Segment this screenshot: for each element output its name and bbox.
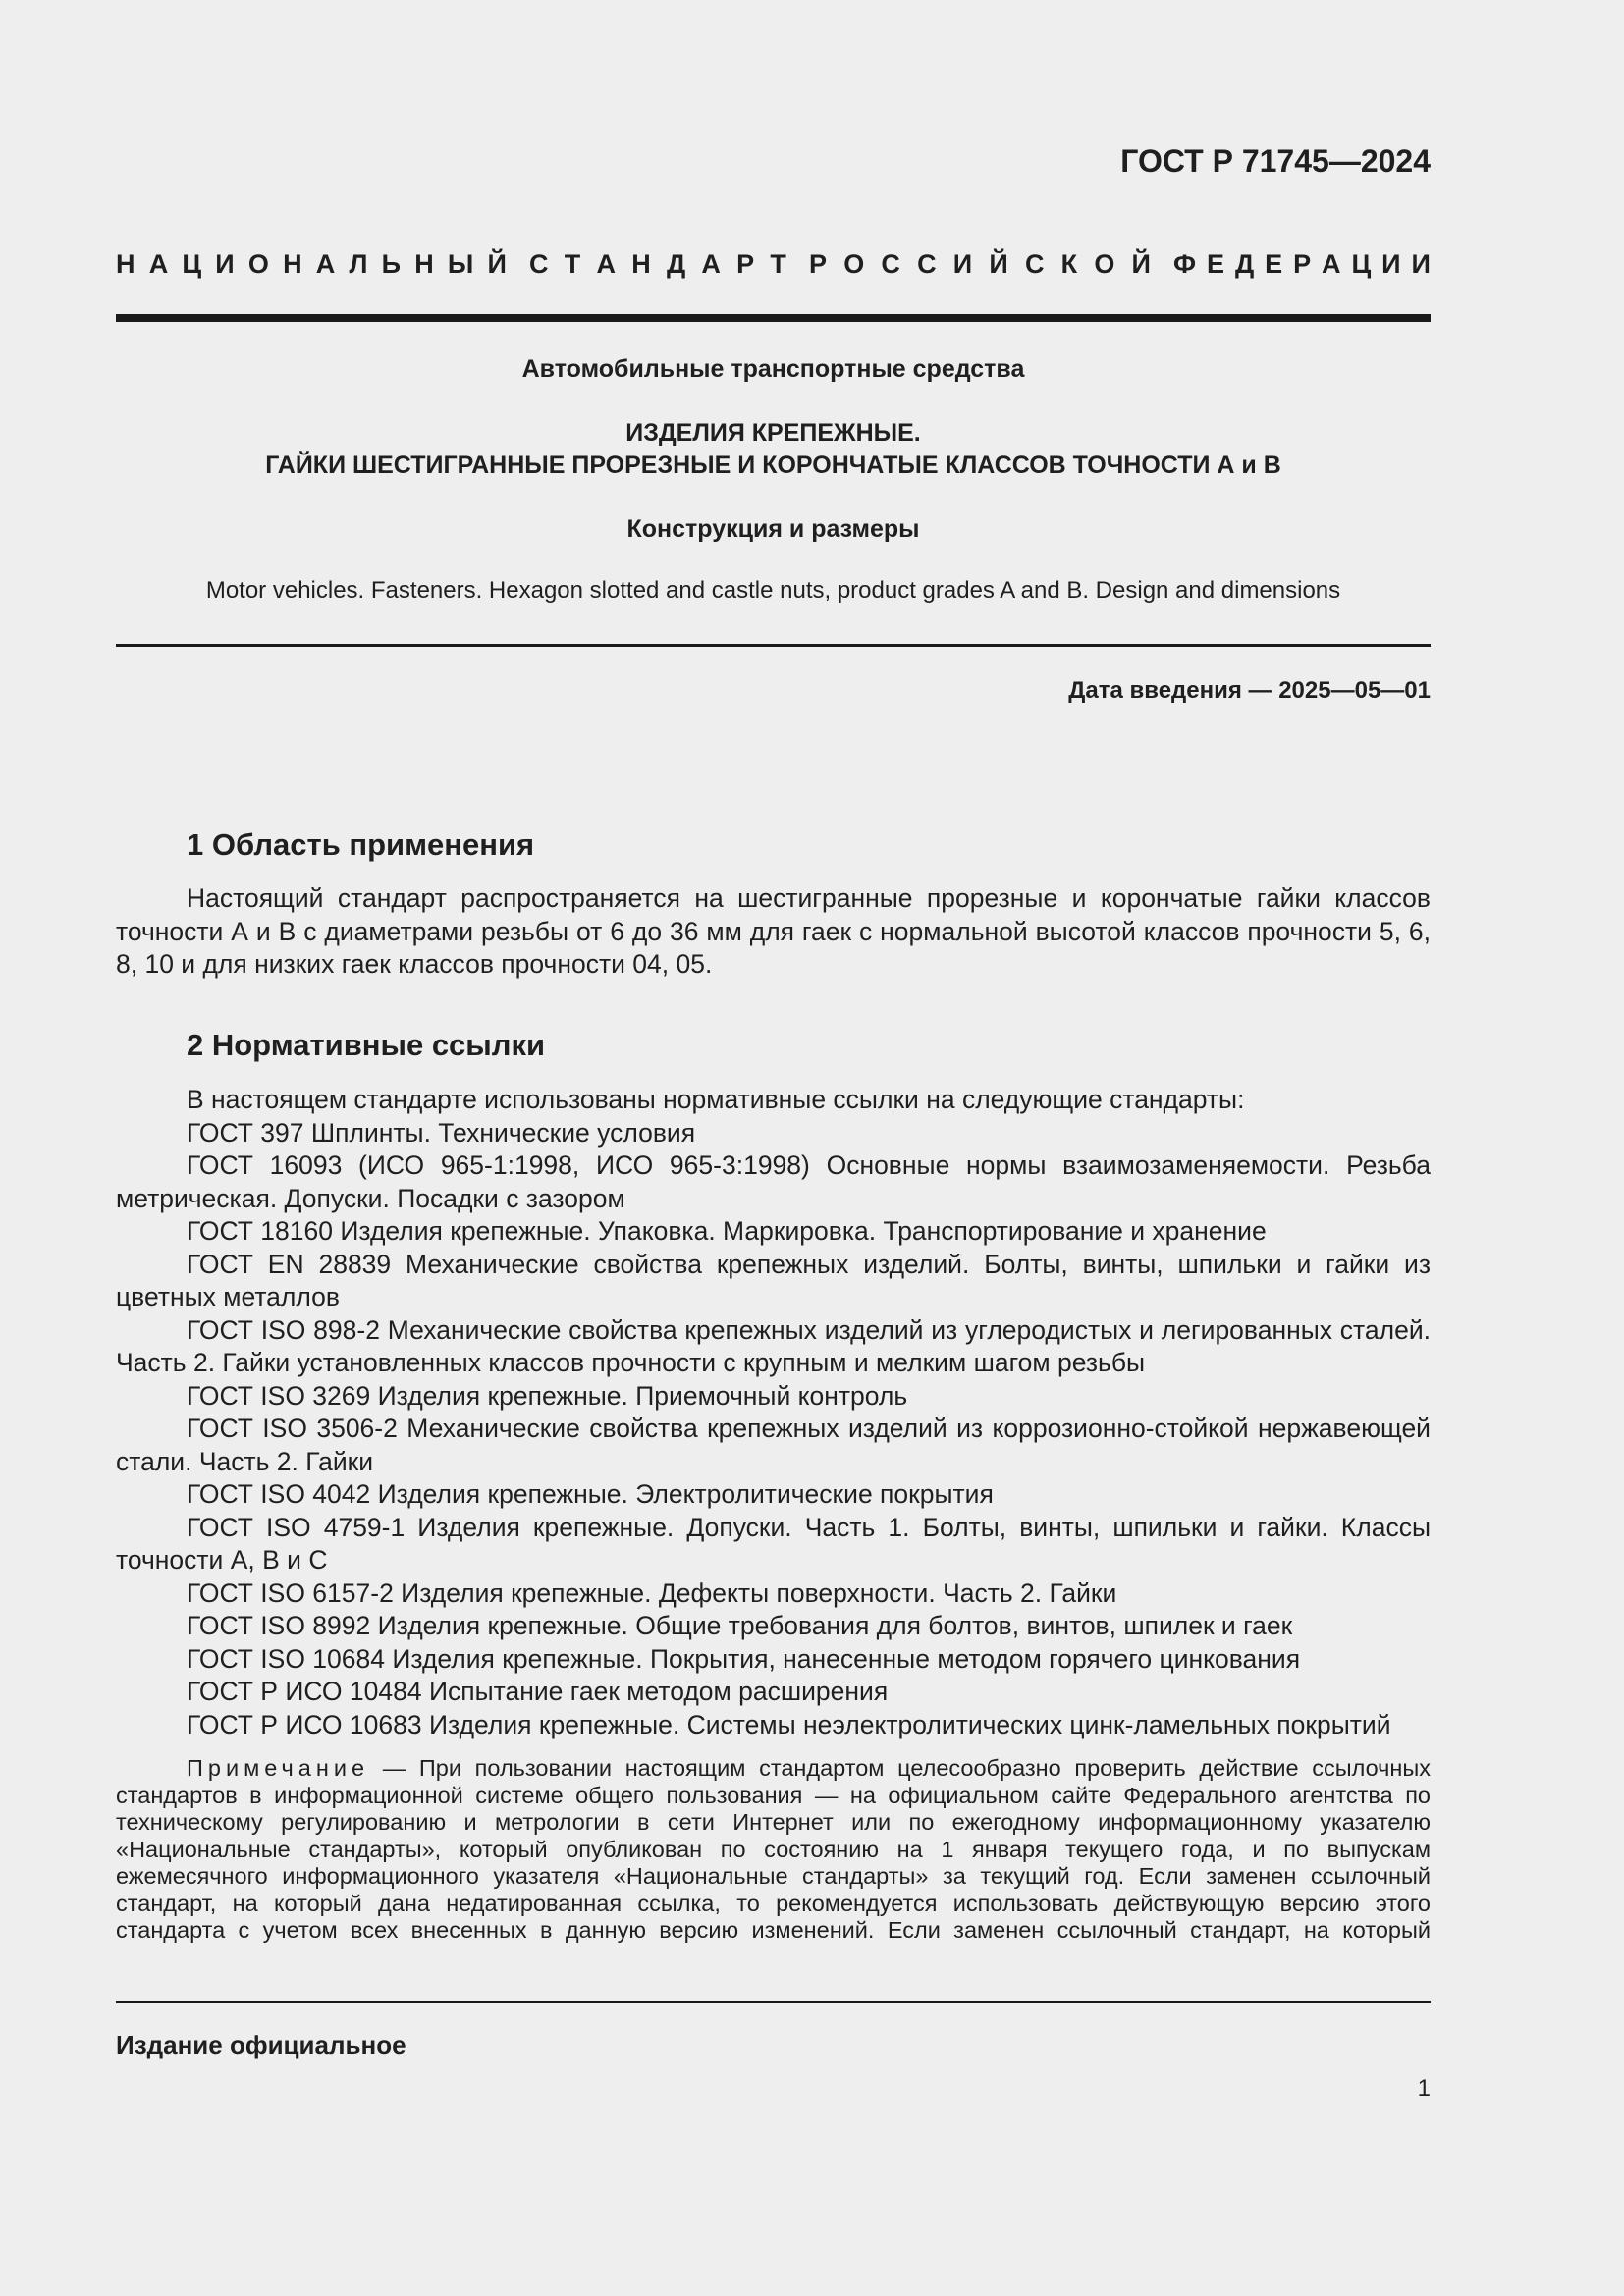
reference-item: ГОСТ EN 28839 Механические свойства крепежных изделий. Болты, винты, шпильки и гайки из цветных металлов [116,1249,1431,1311]
banner-word: С Т А Н Д А Р Т [529,249,786,279]
reference-item: ГОСТ 18160 Изделия крепежные. Упаковка. Маркировка. Транспортирование и хранение [187,1216,1267,1246]
reference-item: ГОСТ ISO 8992 Изделия крепежные. Общие требования для болтов, винтов, шпилек и гаек [187,1611,1293,1640]
note-label: Примечание [187,1755,370,1781]
official-edition-label: Издание официальное [116,2030,406,2059]
subtitle: Конструкция и размеры [626,515,920,543]
banner-word: Р О С С И Й С К О Й [809,249,1151,279]
english-title: Motor vehicles. Fasteners. Hexagon slotted and castle nuts, product grades A and B. Design and dimensions [205,577,1341,604]
standard-designation: ГОСТ Р 71745—2024 [1120,143,1431,179]
note-text: — При пользовании настоящим стандартом целесообразно проверить действие ссылочных стандартов в информационной системе общего пользования — на официальном сайте Федерального агентства по техническому регулированию и метрологии в сети Интернет или по ежегодному информационному указателю «Национальные стандарты», который опубликован по состоянию на 1 января текущего года, и по выпускам ежемесячного информационного указателя «Национальные стандарты» за текущий год. Если заменен ссылочный стандарт, на который дана недатированная ссылка, то рекомендуется использовать действующую версию этого стандарта с учетом всех внесенных в данную версию изменений. Если заменен ссылочный стандарт, на который [116,1755,1431,1943]
reference-item: ГОСТ ISO 6157-2 Изделия крепежные. Дефекты поверхности. Часть 2. Гайки [187,1577,1117,1608]
reference-item: ГОСТ ISO 898-2 Механические свойства крепежных изделий из углеродистых и легированных сталей. Часть 2. Гайки установленных классов прочности с крупным и мелким шагом резьбы [116,1314,1431,1377]
banner-word: Ф Е Д Е Р А Ц И И [1173,249,1431,279]
national-standard-banner [116,249,1431,280]
section-1-heading: 1 Область применения [187,828,535,862]
reference-item: ГОСТ 16093 (ИСО 965-1:1998, ИСО 965-3:1998) Основные нормы взаимозаменяемости. Резьба метрическая. Допуски. Посадки с зазором [116,1150,1431,1213]
product-group-title: Автомобильные транспортные средства [521,355,1025,383]
normative-references [116,1084,1431,1741]
banner-word: Н А Ц И О Н А Л Ь Н Ы Й [116,249,507,279]
page-number: 1 [1417,2075,1431,2102]
header-divider [116,314,1431,322]
document-page [116,0,1431,2296]
main-title-line1: ИЗДЕЛИЯ КРЕПЕЖНЫЕ. [625,419,921,447]
reference-item: ГОСТ ISO 3506-2 Механические свойства крепежных изделий из коррозионно-стойкой нержавеющей стали. Часть 2. Гайки [116,1414,1431,1476]
note-paragraph [116,1755,1431,1945]
section-1-paragraph: Настоящий стандарт распространяется на шестигранные прорезные и корончатые гайки классов точности А и В с диаметрами резьбы от 6 до 36 мм для гаек с нормальной высотой классов прочности 5, 6, 8, 10 и для низких гаек классов прочности 04, 05. [116,883,1431,979]
section-1-body [116,882,1431,982]
introduction-date: Дата введения — 2025—05—01 [1068,677,1431,704]
main-title-line2: ГАЙКИ ШЕСТИГРАННЫЕ ПРОРЕЗНЫЕ И КОРОНЧАТЫЕ КЛАССОВ ТОЧНОСТИ А и В [265,452,1281,479]
references-intro: В настоящем стандарте использованы нормативные ссылки на следующие стандарты: [187,1085,1245,1114]
reference-item: ГОСТ ISO 3269 Изделия крепежные. Приемочный контроль [187,1380,908,1411]
section-2-heading: 2 Нормативные ссылки [187,1028,546,1062]
footer-divider [116,2001,1431,2003]
reference-item: ГОСТ 397 Шплинты. Технические условия [187,1117,696,1148]
reference-item: ГОСТ Р ИСО 10683 Изделия крепежные. Системы неэлектролитических цинк-ламельных покрытий [187,1709,1391,1739]
references-note [116,1755,1431,1945]
title-divider [116,644,1431,647]
reference-item: ГОСТ ISO 4759-1 Изделия крепежные. Допуски. Часть 1. Болты, винты, шпильки и гайки. Классы точности А, В и С [116,1512,1431,1575]
reference-item: ГОСТ ISO 10684 Изделия крепежные. Покрытия, нанесенные методом горячего цинкования [187,1643,1301,1674]
reference-item: ГОСТ ISO 4042 Изделия крепежные. Электролитические покрытия [187,1479,994,1509]
reference-item: ГОСТ Р ИСО 10484 Испытание гаек методом расширения [187,1677,889,1706]
